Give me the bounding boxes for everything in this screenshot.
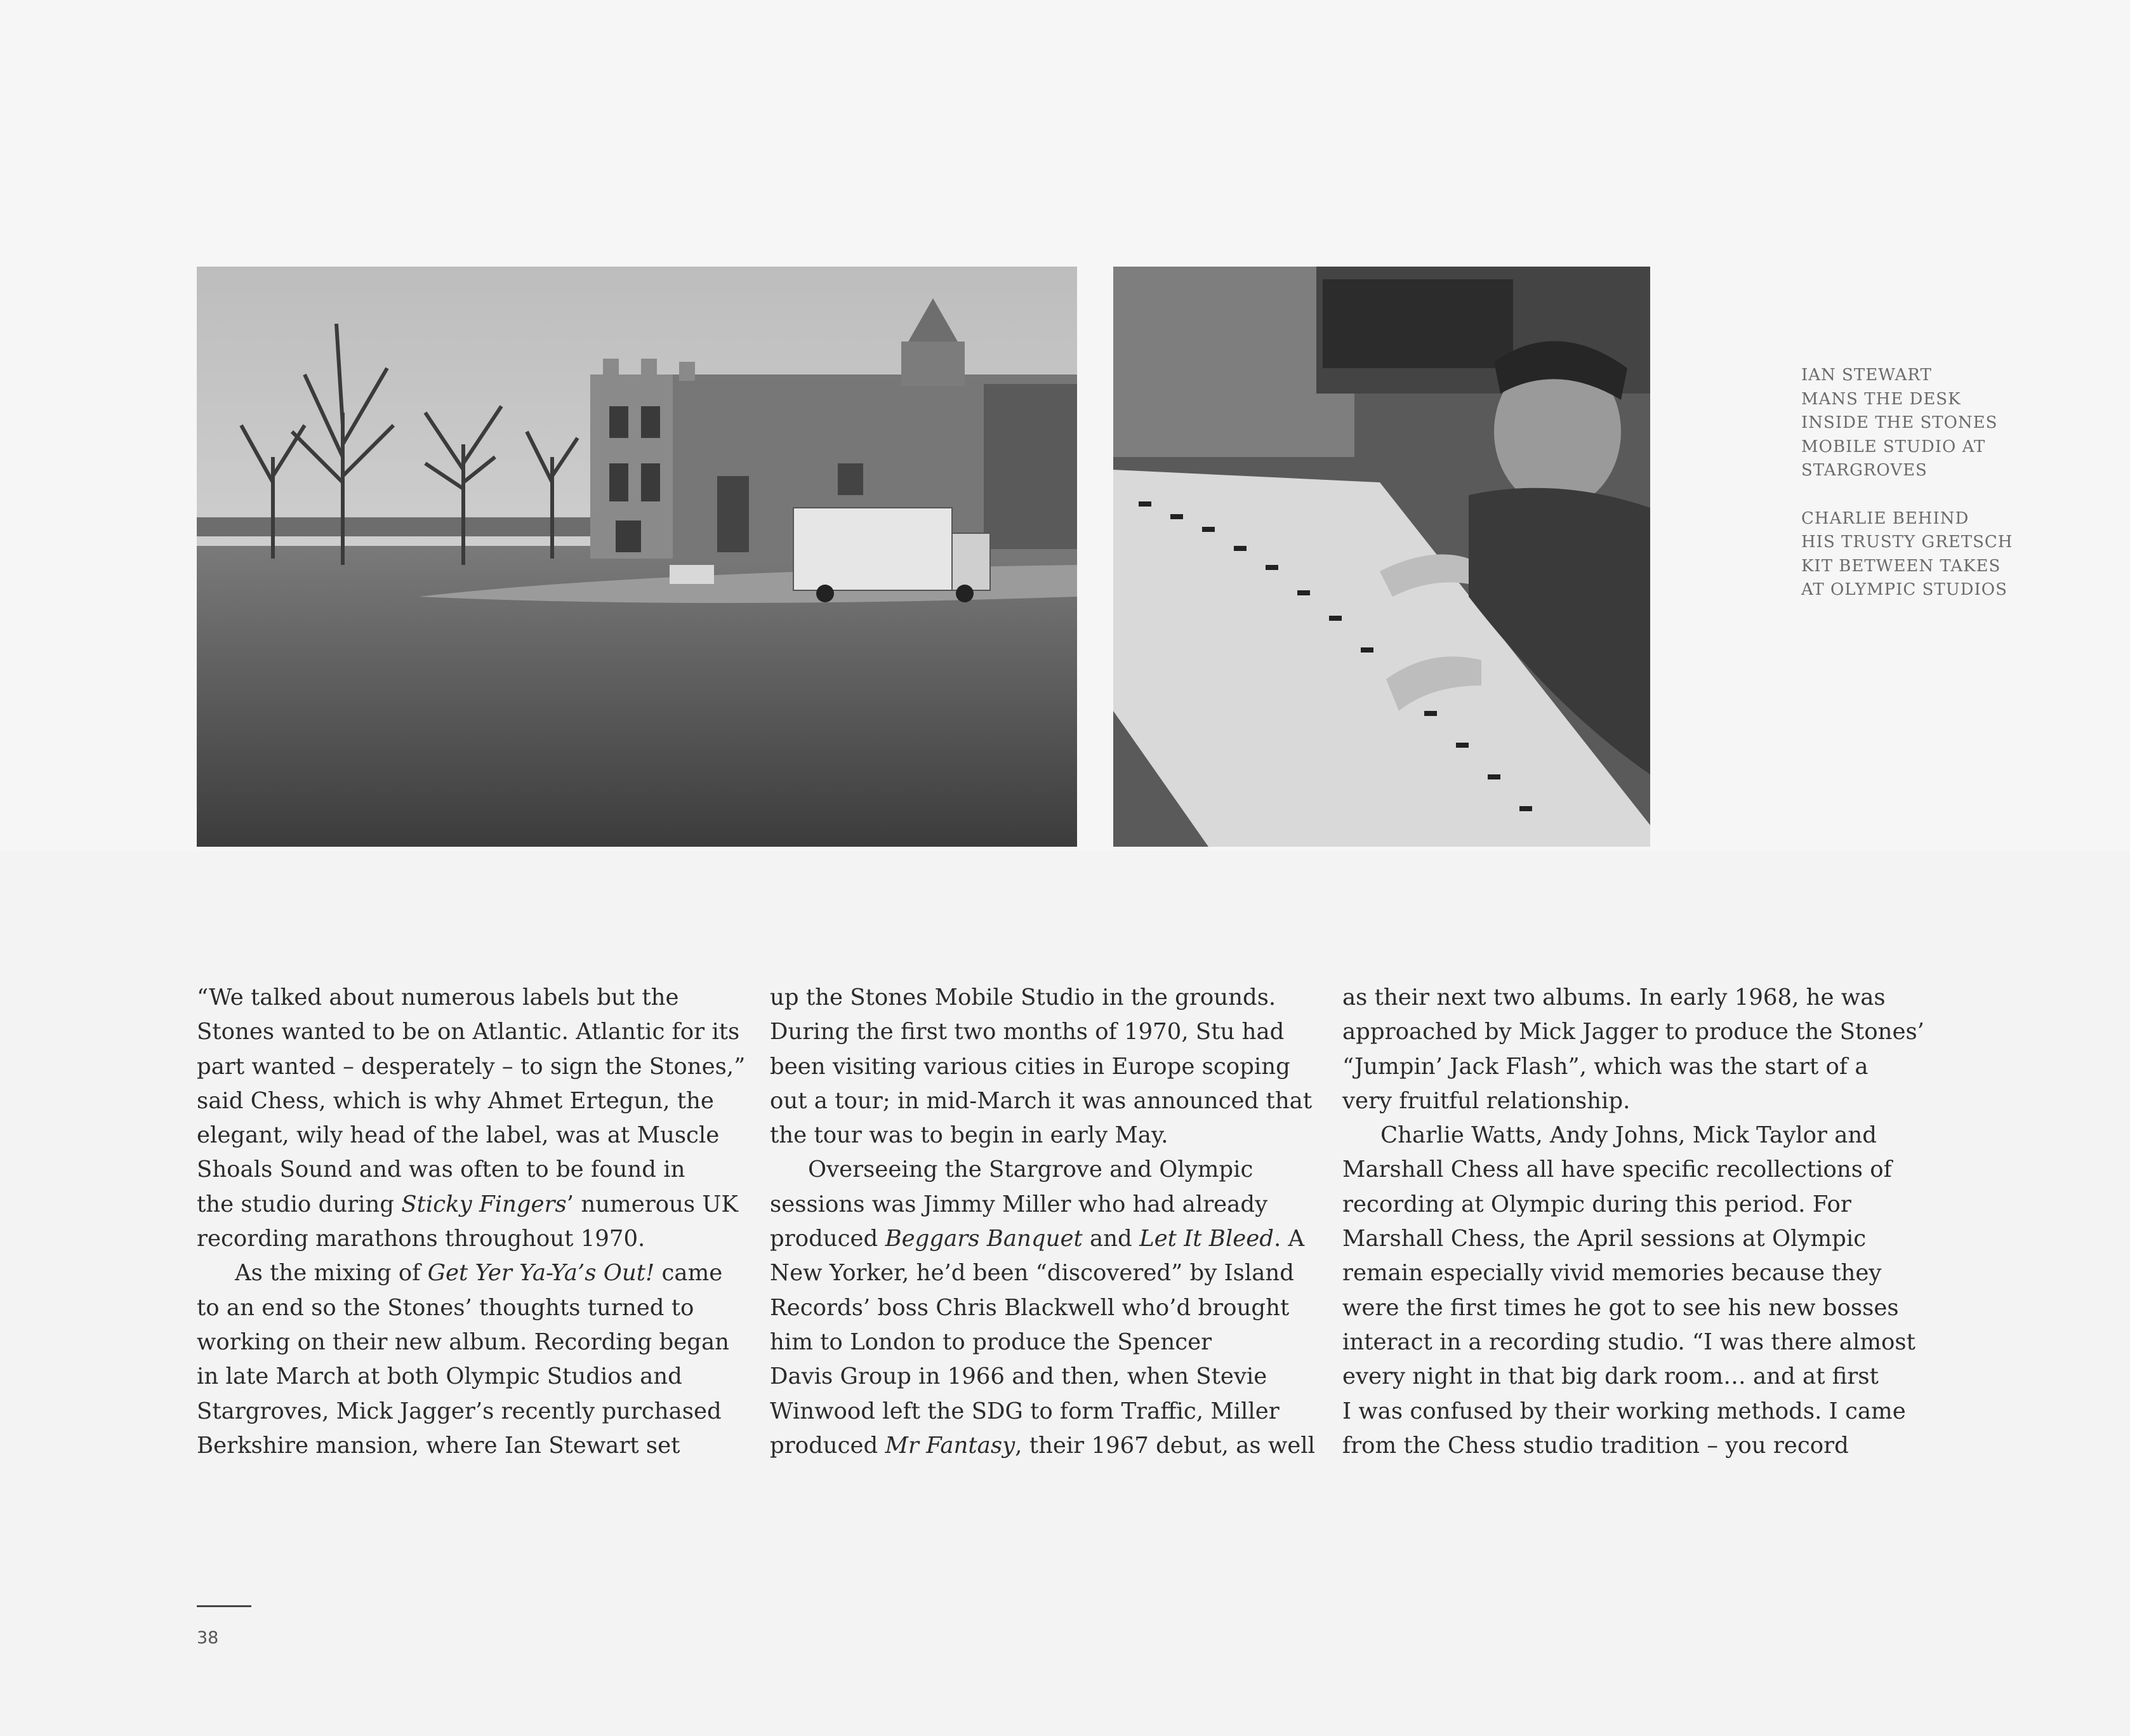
- caption-line: KIT BETWEEN TAKES: [1801, 556, 2001, 576]
- body-column-3: [1342, 981, 1924, 1463]
- text-run: Stargroves, Mick Jagger’s recently purchased: [197, 1398, 722, 1424]
- text-run: said Chess, which is why Ahmet Ertegun, the: [197, 1087, 714, 1114]
- text-run: produced: [770, 1226, 885, 1252]
- caption-line: INSIDE THE STONES: [1801, 413, 1998, 432]
- text-run: Marshall Chess, the April sessions at Olympic: [1342, 1226, 1867, 1252]
- body-text-line: [770, 1188, 1309, 1222]
- text-run: As the mixing of: [235, 1260, 428, 1287]
- body-text-line: [1342, 1015, 1924, 1049]
- body-text-line: [1342, 1188, 1882, 1222]
- text-run: elegant, wily head of the label, was at Muscle: [197, 1122, 720, 1149]
- text-run: “We talked about numerous labels but the: [197, 984, 679, 1010]
- body-text-line: [1342, 1256, 1882, 1290]
- page-number-rule: [197, 1605, 251, 1607]
- body-text-line: [197, 1325, 736, 1360]
- body-text-line: [1342, 1222, 1882, 1256]
- mansion-photo: [197, 267, 1077, 847]
- caption-line: AT OLYMPIC STUDIOS: [1801, 580, 2008, 599]
- text-run: Winwood left the SDG to form Traffic, Miller: [770, 1398, 1280, 1424]
- text-run: . A: [1273, 1226, 1305, 1252]
- body-text-line: [1342, 1291, 1899, 1325]
- text-run: sessions was Jimmy Miller who had already: [770, 1191, 1268, 1217]
- body-text-line: [770, 1291, 1309, 1325]
- title-italic: Beggars Banquet: [885, 1226, 1083, 1252]
- body-text-line: [770, 1360, 1309, 1394]
- body-text-line: [197, 1118, 736, 1153]
- text-run: , their 1967 debut, as well: [1015, 1432, 1315, 1459]
- text-run: approached by Mick Jagger to produce the Stones’: [1342, 1019, 1924, 1045]
- body-text-line: [770, 1429, 1315, 1463]
- title-italic: Mr Fantasy: [885, 1432, 1015, 1459]
- text-run: recording marathons throughout 1970.: [197, 1226, 645, 1252]
- text-run: the tour was to begin in early May.: [770, 1122, 1168, 1149]
- text-run: Marshall Chess all have specific recollections of: [1342, 1156, 1892, 1183]
- text-run: to an end so the Stones’ thoughts turned to: [197, 1294, 694, 1321]
- text-run: working on their new album. Recording began: [197, 1329, 730, 1355]
- text-run: During the first two months of 1970, Stu had: [770, 1019, 1285, 1045]
- text-run: part wanted – desperately – to sign the Stones,”: [197, 1053, 746, 1080]
- page-number: 38: [197, 1628, 219, 1648]
- body-text-line: [197, 1291, 736, 1325]
- body-text-line: [770, 1084, 1313, 1118]
- body-text-line: [770, 1153, 1309, 1187]
- text-run: him to London to produce the Spencer: [770, 1329, 1212, 1355]
- text-run: were the first times he got to see his new bosses: [1342, 1294, 1899, 1321]
- caption-line: MANS THE DESK: [1801, 389, 1961, 409]
- body-text-line: [770, 1118, 1309, 1153]
- text-run: produced: [770, 1432, 885, 1459]
- text-run: Records’ boss Chris Blackwell who’d brought: [770, 1294, 1290, 1321]
- text-run: the studio during: [197, 1191, 402, 1217]
- body-text-line: [770, 1256, 1309, 1290]
- caption-line: MOBILE STUDIO AT: [1801, 437, 1986, 456]
- body-text-line: [1342, 1050, 1882, 1084]
- text-run: Berkshire mansion, where Ian Stewart set: [197, 1432, 680, 1459]
- body-text-line: [1342, 1429, 1882, 1463]
- caption-line: CHARLIE BEHIND: [1801, 508, 1969, 528]
- text-run: ’ numerous UK: [566, 1191, 738, 1217]
- body-text-line: [1342, 981, 1886, 1015]
- body-text-line: [197, 1188, 736, 1222]
- text-run: interact in a recording studio. “I was there almost: [1342, 1329, 1915, 1355]
- text-run: from the Chess studio tradition – you record: [1342, 1432, 1849, 1459]
- body-text-line: [197, 1084, 736, 1118]
- body-text-line: [197, 1429, 736, 1463]
- text-run: Davis Group in 1966 and then, when Stevie: [770, 1363, 1267, 1390]
- caption-line: STARGROVES: [1801, 461, 1928, 480]
- text-run: I was confused by their working methods. I came: [1342, 1398, 1906, 1424]
- text-run: and: [1082, 1226, 1140, 1252]
- caption-line: HIS TRUSTY GRETSCH: [1801, 533, 2013, 552]
- text-run: as their next two albums. In early 1968, he was: [1342, 984, 1886, 1010]
- body-text-line: [197, 1153, 736, 1187]
- text-run: New Yorker, he’d been “discovered” by Island: [770, 1260, 1294, 1287]
- text-run: every night in that big dark room… and at first: [1342, 1363, 1879, 1390]
- body-text-line: [1342, 1153, 1892, 1187]
- text-run: out a tour; in mid-March it was announced that: [770, 1087, 1313, 1114]
- text-run: “Jumpin’ Jack Flash”, which was the start of a: [1342, 1053, 1869, 1080]
- body-text-line: [197, 1256, 736, 1290]
- body-text-line: [197, 1222, 736, 1256]
- mixing-desk-photo-icon: [1113, 267, 1650, 847]
- body-text-line: [1342, 1118, 1882, 1153]
- body-text-line: [770, 1050, 1309, 1084]
- caption-ian-stewart: [1801, 364, 2068, 483]
- body-text-line: [197, 1395, 736, 1429]
- text-run: been visiting various cities in Europe scoping: [770, 1053, 1290, 1080]
- title-italic: Let It Bleed: [1139, 1226, 1274, 1252]
- text-run: very fruitful relationship.: [1342, 1087, 1631, 1114]
- mixing-desk-photo: [1113, 267, 1650, 847]
- body-column-2: [770, 981, 1315, 1463]
- text-run: recording at Olympic during this period. For: [1342, 1191, 1851, 1217]
- body-text-line: [770, 1325, 1309, 1360]
- body-text-line: [770, 1015, 1309, 1049]
- mansion-photo-icon: [197, 267, 1077, 847]
- text-run: Overseeing the Stargrove and Olympic: [808, 1156, 1254, 1183]
- body-text-line: [197, 981, 736, 1015]
- text-run: Shoals Sound and was often to be found in: [197, 1156, 685, 1183]
- caption-charlie: [1801, 507, 2068, 602]
- text-run: remain especially vivid memories because they: [1342, 1260, 1882, 1287]
- body-text-line: [197, 1015, 740, 1049]
- text-run: came: [654, 1260, 723, 1287]
- text-run: in late March at both Olympic Studios and: [197, 1363, 682, 1390]
- title-italic: Get Yer Ya-Ya’s Out!: [427, 1260, 655, 1287]
- body-text-line: [197, 1050, 746, 1084]
- photo-captions: [1801, 364, 2068, 626]
- title-italic: Sticky Fingers: [401, 1191, 567, 1217]
- body-text-line: [770, 981, 1309, 1015]
- body-text-line: [197, 1360, 736, 1394]
- body-text-line: [1342, 1325, 1915, 1360]
- body-column-1: [197, 981, 746, 1463]
- text-run: Charlie Watts, Andy Johns, Mick Taylor and: [1380, 1122, 1877, 1149]
- body-text-line: [770, 1395, 1309, 1429]
- text-run: up the Stones Mobile Studio in the grounds.: [770, 984, 1276, 1010]
- body-text-line: [1342, 1084, 1882, 1118]
- body-text-line: [1342, 1395, 1906, 1429]
- body-text-line: [1342, 1360, 1882, 1394]
- body-text-line: [770, 1222, 1309, 1256]
- caption-line: IAN STEWART: [1801, 366, 1932, 385]
- text-run: Stones wanted to be on Atlantic. Atlantic for its: [197, 1019, 740, 1045]
